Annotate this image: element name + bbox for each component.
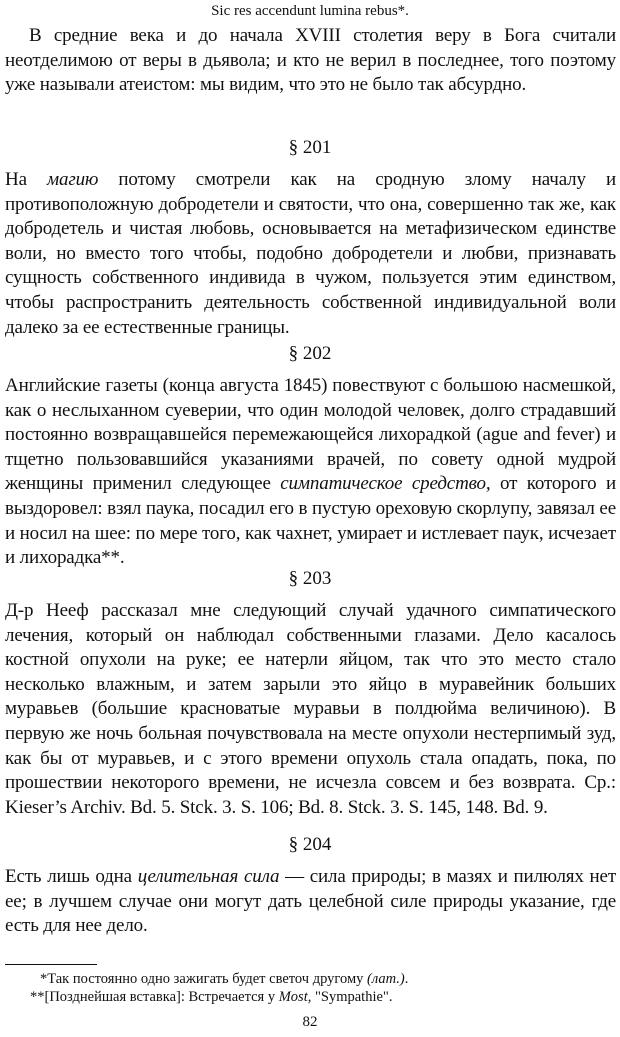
section-203-text: Д-р Нееф рассказал мне следующий случай удачного симпатического лечения, который он наблюдал собственными глазами. Дело касалось костной опухоли на руке; ее натерли яйцом, так что это место стало несколько влажным, и затем зарыли это яйцо в муравейник больших муравьев (большие красноватые муравьи в полдюйма величиною). В первую же ночь больная почувствовала на месте опухоли нестерпимый зуд, как бы от муравьев, и с этого времени опухоль стала опадать, пока, по прошествии некоторого времени, не исчезла совсем и без возврата. Ср.: Kieser’s Archiv. Bd. 5. Stck. 3. S. 106; Bd. 8. Stck. 3. S. 145, 148. Bd. 9. — [5, 600, 616, 818]
footnotes — [0, 970, 620, 1006]
intro-text: В средние века и до начала XVIII столетия веру в Бога считали неотделимою от веры в дьявола; и кто не верил в последнее, того поэтому уже называли атеистом: мы видим, что это не было так абсурдно. — [5, 25, 616, 96]
footnote-1: *Так постоянно одно зажигать будет светоч другому (лат.). — [40, 971, 409, 987]
intro-paragraph — [5, 24, 616, 98]
emphasis-healing-power: целительная сила — [137, 866, 280, 887]
running-head: Sic res accendunt lumina rebus*. — [211, 3, 409, 19]
section-heading-203: § 203 — [288, 568, 332, 589]
page-number: 82 — [302, 1014, 318, 1030]
footnote-rule — [5, 964, 97, 965]
section-203-paragraph — [5, 599, 616, 820]
section-heading-204: § 204 — [288, 834, 332, 855]
emphasis-magic: магию — [47, 169, 99, 190]
emphasis-sympathetic-remedy: симпатическое средство, — [280, 473, 491, 495]
section-201-paragraph: На магию потому смотрели как на сродную злому началу и противоположную добродетели и святости, что она, совершенно так же, как добродетель и чистая любовь, основывается на метафизическом единстве воли, но вместо того чтобы, подобно добродетели и любви, признавать сущность собственного индивида в чужом, пользуется этим единством, чтобы распространить деятельность собственной индивидуальной воли далеко за ее естественные границы. — [5, 169, 616, 338]
section-heading-202: § 202 — [288, 343, 332, 364]
section-202-paragraph: Английские газеты (конца августа 1845) повествуют с большою насмешкой, как о неслыханном суеверии, что один молодой человек, долго страдавший постоянно возвращавшейся перемежающейся лихорадкой (ague and fever) и тщетно пользовавшийся указаниями врачей, по совету одной мудрой женщины применил следующее симпатическое средство, от которого и выздоровел: взял паука, посадил его в пустую ореховую скорлупу, завязал ее и носил на шее: по мере того, как чахнет, умирает и истлевает паук, исчезает и лихорадка**. — [5, 375, 617, 569]
section-heading-201: § 201 — [288, 137, 332, 158]
section-204-paragraph: Есть лишь одна целительная сила — сила природы; в мазях и пилюлях нет ее; в лучшем случае они могут дать целебной силе природы указание, где есть для нее дело. — [5, 866, 616, 937]
footnote-2: **[Позднейшая вставка]: Встречается у Most, "Sympathie". — [30, 989, 393, 1005]
